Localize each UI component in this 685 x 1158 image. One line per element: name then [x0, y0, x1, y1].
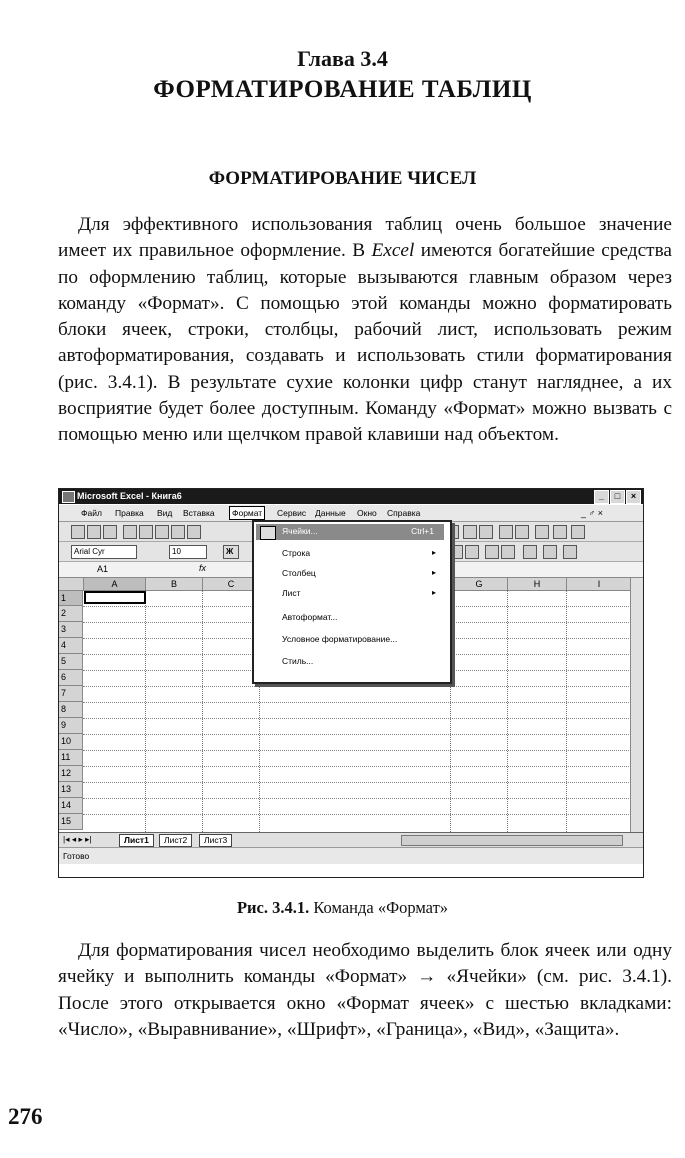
figure-caption	[0, 898, 685, 918]
indent-icon[interactable]	[485, 545, 499, 559]
sort-desc-icon[interactable]	[479, 525, 493, 539]
font-name-select[interactable]: Arial Cyr	[71, 545, 137, 559]
row-header-4[interactable]: 4	[59, 638, 83, 654]
row-header-14[interactable]: 14	[59, 798, 83, 814]
grid-line	[83, 814, 631, 815]
excel-window-title: Microsoft Excel - Книга6	[77, 491, 182, 501]
menu-help[interactable]: Справка	[387, 508, 421, 518]
submenu-arrow-icon: ▸	[431, 588, 436, 597]
grid-line	[83, 686, 631, 687]
print-icon[interactable]	[123, 525, 137, 539]
save-icon[interactable]	[103, 525, 117, 539]
menu-view[interactable]: Вид	[157, 508, 173, 518]
borders-icon[interactable]	[523, 545, 537, 559]
paragraph-intro-part2: имеются богатейшие средства по оформлению таблиц, которые вызываются главным образом через команду «Формат». С помощью этой команды можно форматировать блоки ячеек, строки, столбцы, рабочий лист, использовать режим автоформатирования, создавать и использовать стили форматирования (рис. 3.4.1). В результате сухие колонки цифр станут нагляднее, а их восприятие будет более доступным. Команду «Формат» можно вызвать с помощью меню или щелчком правой клавиши над объектом.	[58, 240, 672, 446]
fill-color-icon[interactable]	[543, 545, 557, 559]
menu-window[interactable]: Окно	[357, 508, 377, 518]
horizontal-scrollbar[interactable]	[401, 835, 623, 846]
name-box[interactable]: A1	[97, 564, 109, 574]
menu-item-cells-shortcut: Ctrl+1	[411, 526, 434, 536]
chapter-number: Глава 3.4	[297, 46, 388, 71]
copy-icon[interactable]	[187, 525, 201, 539]
cells-icon	[260, 526, 276, 540]
excel-screenshot-figure	[58, 488, 644, 878]
font-size-select[interactable]: 10	[169, 545, 207, 559]
column-header-c[interactable]: C	[203, 578, 260, 591]
open-icon[interactable]	[87, 525, 101, 539]
menu-edit[interactable]: Правка	[115, 508, 144, 518]
row-header-15[interactable]: 15	[59, 814, 83, 830]
paragraph-intro-part1: Для эффективного использования таблиц очень большое значение имеет их правильное оформление. В	[58, 214, 672, 262]
excel-term: Excel	[371, 240, 415, 262]
sheet-nav-arrows-icon[interactable]: |◂ ◂ ▸ ▸|	[63, 834, 92, 844]
row-header-3[interactable]: 3	[59, 622, 83, 638]
column-header-a[interactable]: A	[84, 578, 146, 591]
close-button[interactable]: ×	[626, 490, 641, 504]
menu-item-autoformat[interactable]: Автоформат...	[282, 612, 338, 622]
menu-item-column-label: Столбец	[282, 568, 316, 578]
grid-line	[83, 798, 631, 799]
grid-line	[145, 590, 146, 832]
submenu-arrow-icon: ▸	[431, 548, 436, 557]
row-header-10[interactable]: 10	[59, 734, 83, 750]
row-header-9[interactable]: 9	[59, 718, 83, 734]
minimize-button[interactable]: _	[594, 490, 609, 504]
grid-line	[83, 750, 631, 751]
row-header-12[interactable]: 12	[59, 766, 83, 782]
row-header-5[interactable]: 5	[59, 654, 83, 670]
menu-item-column[interactable]	[282, 568, 442, 578]
assistant-icon[interactable]	[571, 525, 585, 539]
menu-item-cells-label: Ячейки...	[282, 526, 318, 536]
submenu-arrow-icon: ▸	[431, 568, 436, 577]
preview-icon[interactable]	[139, 525, 153, 539]
menu-item-row-label: Строка	[282, 548, 311, 558]
section-title: ФОРМАТИРОВАНИЕ ЧИСЕЛ	[208, 168, 477, 189]
grid-line	[83, 766, 631, 767]
grid-line	[83, 718, 631, 719]
figure-caption-label: Рис. 3.4.1.	[236, 898, 310, 917]
column-header-i[interactable]: I	[567, 578, 632, 591]
menu-item-sheet-label: Лист	[282, 588, 301, 598]
sort-asc-icon[interactable]	[463, 525, 477, 539]
grid-line	[83, 782, 631, 783]
row-header-7[interactable]: 7	[59, 686, 83, 702]
paragraph-intro	[58, 212, 672, 449]
grid-line	[83, 702, 631, 703]
row-header-2[interactable]: 2	[59, 606, 83, 622]
menu-item-row[interactable]	[282, 548, 442, 558]
row-header-13[interactable]: 13	[59, 782, 83, 798]
figure-caption-text: Команда «Формат»	[313, 898, 449, 917]
select-all-corner[interactable]	[59, 578, 84, 591]
active-cell-a1[interactable]	[84, 591, 146, 604]
format-dropdown-menu	[252, 520, 452, 684]
row-header-8[interactable]: 8	[59, 702, 83, 718]
row-header-11[interactable]: 11	[59, 750, 83, 766]
chart-icon[interactable]	[499, 525, 513, 539]
help-icon[interactable]	[553, 525, 567, 539]
bold-button[interactable]: Ж	[223, 545, 239, 559]
column-header-b[interactable]: B	[146, 578, 203, 591]
page-number: 276	[8, 1104, 43, 1129]
decrease-decimal-icon[interactable]	[465, 545, 479, 559]
new-icon[interactable]	[71, 525, 85, 539]
row-header-1[interactable]: 1	[59, 591, 83, 606]
grid-line	[83, 734, 631, 735]
excel-app-icon	[62, 491, 75, 503]
spelling-icon[interactable]	[155, 525, 169, 539]
cut-icon[interactable]	[171, 525, 185, 539]
chapter-title: ФОРМАТИРОВАНИЕ ТАБЛИЦ	[153, 76, 532, 103]
font-color-icon[interactable]	[563, 545, 577, 559]
excel-title-bar	[59, 489, 643, 504]
sheet-tab-2[interactable]: Лист2	[159, 834, 192, 847]
sheet-tab-bar	[59, 832, 643, 847]
drawing-icon[interactable]	[515, 525, 529, 539]
menu-data[interactable]: Данные	[315, 508, 346, 518]
paragraph-number-format: Для форматирования чисел необходимо выделить блок ячеек или одну ячейку и выполнить команды «Формат» → «Ячейки» (см. рис. 3.4.1). После этого открывается окно «Формат ячеек» с шестью вкладками: «Число», «Выравнивание», «Шрифт», «Граница», «Вид», «Защита».	[58, 940, 672, 1040]
sheet-tab-3[interactable]: Лист3	[199, 834, 232, 847]
menu-tools[interactable]: Сервис	[277, 508, 307, 518]
column-header-g[interactable]: G	[451, 578, 508, 591]
column-header-h[interactable]: H	[508, 578, 567, 591]
menu-item-style[interactable]: Стиль...	[282, 656, 314, 666]
sheet-tab-1[interactable]: Лист1	[119, 834, 154, 847]
menu-insert[interactable]: Вставка	[183, 508, 215, 518]
document-window-buttons[interactable]: _ ♂ ×	[580, 508, 603, 518]
status-bar	[59, 847, 643, 864]
menu-format[interactable]: Формат	[229, 506, 265, 520]
menu-item-conditional-formatting[interactable]: Условное форматирование...	[282, 634, 398, 644]
menu-file[interactable]: Файл	[81, 508, 102, 518]
fx-icon[interactable]: fx	[199, 563, 207, 573]
grid-line	[202, 590, 203, 832]
grid-line	[507, 590, 508, 832]
status-text: Готово	[63, 851, 90, 861]
window-buttons	[594, 490, 641, 504]
menu-item-sheet[interactable]	[282, 588, 442, 598]
grid-line	[566, 590, 567, 832]
outdent-icon[interactable]	[501, 545, 515, 559]
menu-item-cells[interactable]	[256, 524, 444, 540]
row-header-6[interactable]: 6	[59, 670, 83, 686]
vertical-scrollbar[interactable]	[630, 578, 643, 832]
maximize-button[interactable]: □	[610, 490, 625, 504]
zoom-icon[interactable]	[535, 525, 549, 539]
